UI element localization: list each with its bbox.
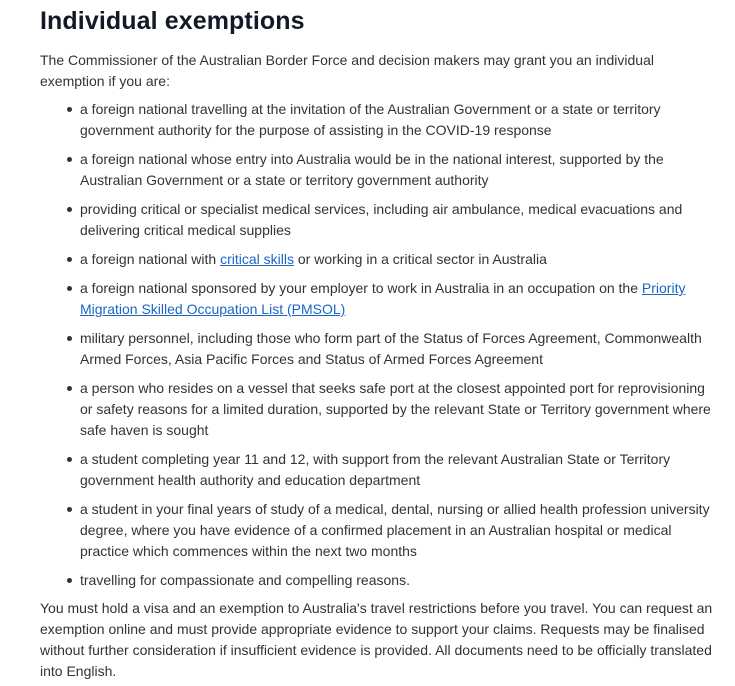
list-item-text: a foreign national whose entry into Australia would be in the national interest, supported by the Australian Government or a state or territory government authority bbox=[80, 151, 664, 188]
exemption-list bbox=[40, 99, 715, 591]
intro-paragraph: The Commissioner of the Australian Border Force and decision makers may grant you an individual exemption if you are: bbox=[40, 52, 654, 89]
closing-paragraph: You must hold a visa and an exemption to Australia's travel restrictions before you travel. You can request an exemption online and must provide appropriate evidence to support your claims. Requests may be finalised without further consideration if insufficient evidence is provided. All documents need to be officially translated into English. bbox=[40, 600, 713, 679]
list-item-text: a foreign national with bbox=[80, 251, 221, 267]
bullet-icon bbox=[67, 157, 72, 162]
list-item bbox=[80, 99, 715, 141]
bullet-icon bbox=[67, 257, 72, 262]
list-item bbox=[80, 570, 715, 591]
bullet-icon bbox=[67, 457, 72, 462]
list-item-text: a student completing year 11 and 12, with support from the relevant Australian State or Territory government health authority and education department bbox=[80, 451, 671, 488]
list-item-text: providing critical or specialist medical services, including air ambulance, medical evacuations and delivering critical medical supplies bbox=[80, 201, 683, 238]
list-item bbox=[80, 449, 715, 491]
list-item bbox=[80, 199, 715, 241]
list-item bbox=[80, 499, 715, 562]
list-item-text: a foreign national sponsored by your employer to work in Australia in an occupation on the bbox=[80, 280, 642, 296]
page-title: Individual exemptions bbox=[40, 7, 305, 35]
list-item bbox=[80, 328, 715, 370]
list-item bbox=[80, 249, 715, 270]
bullet-icon bbox=[67, 207, 72, 212]
list-item-text: travelling for compassionate and compelling reasons. bbox=[80, 572, 410, 588]
bullet-icon bbox=[67, 386, 72, 391]
bullet-icon bbox=[67, 507, 72, 512]
bullet-icon bbox=[67, 107, 72, 112]
bullet-icon bbox=[67, 336, 72, 341]
list-item bbox=[80, 149, 715, 191]
list-item-text: a person who resides on a vessel that seeks safe port at the closest appointed port for reprovisioning or safety reasons for a limited duration, supported by the relevant State or Territory government where safe haven is sought bbox=[80, 380, 711, 438]
bullet-icon bbox=[67, 578, 72, 583]
list-item bbox=[80, 378, 715, 441]
pmsol-link[interactable]: Priority Migration Skilled Occupation List (PMSOL) bbox=[80, 280, 686, 317]
list-item bbox=[80, 278, 715, 320]
list-item-text: a student in your final years of study of a medical, dental, nursing or allied health profession university degree, where you have evidence of a confirmed placement in an Australian hospital or medical practice which commences within the next two months bbox=[80, 501, 710, 559]
list-item-text: military personnel, including those who form part of the Status of Forces Agreement, Commonwealth Armed Forces, Asia Pacific Forces and Status of Armed Forces Agreement bbox=[80, 330, 702, 367]
list-item-text: a foreign national travelling at the invitation of the Australian Government or a state or territory government authority for the purpose of assisting in the COVID-19 response bbox=[80, 101, 661, 138]
list-item-text: or working in a critical sector in Australia bbox=[293, 251, 547, 267]
bullet-icon bbox=[67, 286, 72, 291]
critical-skills-link[interactable]: critical skills bbox=[220, 251, 294, 267]
